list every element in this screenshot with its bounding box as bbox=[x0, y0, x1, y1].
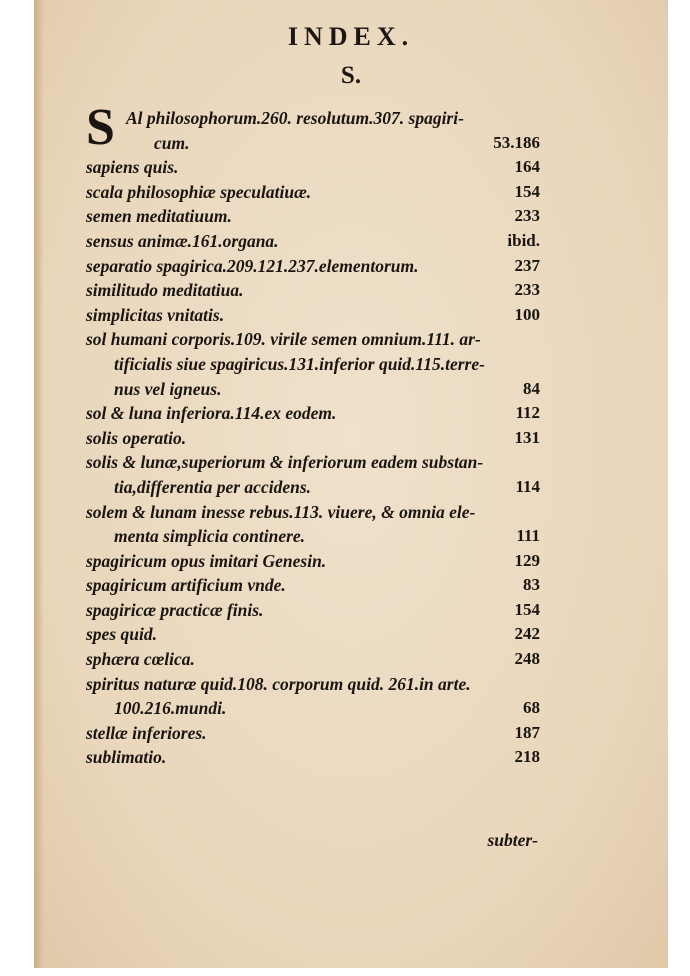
entry-line: tificialis siue spagiricus.131.inferior quid.115.terre- bbox=[114, 353, 485, 374]
page-reference: 83 bbox=[523, 575, 540, 595]
index-entry bbox=[86, 598, 540, 623]
index-entry bbox=[86, 254, 540, 279]
index-entry-first bbox=[86, 99, 540, 156]
entry-line: solis & lunæ,superiorum & inferiorum eadem substan- bbox=[86, 452, 484, 473]
entry-line: simplicitas vnitatis. bbox=[86, 304, 225, 325]
section-letter: S. bbox=[340, 62, 362, 89]
book-page bbox=[34, 0, 668, 968]
entry-line: 100.216.mundi. bbox=[114, 698, 227, 719]
drop-cap: S bbox=[86, 99, 115, 156]
page-reference: 154 bbox=[514, 181, 540, 201]
index-entry bbox=[86, 672, 540, 721]
page-reference: ibid. bbox=[507, 230, 540, 250]
index-entry bbox=[86, 401, 540, 426]
running-head: INDEX. bbox=[287, 22, 415, 51]
index-entry bbox=[86, 327, 540, 401]
entry-line: spes quid. bbox=[86, 624, 157, 645]
index-entry bbox=[86, 229, 540, 254]
page-reference: 68 bbox=[523, 698, 540, 718]
index-entry bbox=[86, 573, 540, 598]
index-entry bbox=[86, 721, 540, 746]
entry-line: solem & lunam inesse rebus.113. viuere, & omnia ele- bbox=[86, 501, 476, 522]
index-entry bbox=[86, 426, 540, 451]
entry-line: semen meditatiuum. bbox=[86, 206, 232, 227]
entry-line: tia,differentia per accidens. bbox=[114, 476, 312, 497]
page-reference: 53.186 bbox=[493, 132, 540, 152]
page-reference: 129 bbox=[514, 550, 540, 570]
index-entry bbox=[86, 549, 540, 574]
page-reference: 114 bbox=[515, 476, 540, 496]
entry-line: spiritus naturæ quid.108. corporum quid. 261.in arte. bbox=[86, 673, 471, 694]
page-reference: 187 bbox=[514, 722, 540, 742]
index-entry bbox=[86, 500, 540, 549]
page-reference: 112 bbox=[515, 403, 540, 423]
entry-line: menta simplicia continere. bbox=[114, 526, 306, 547]
entry-line: spagiricæ practicæ finis. bbox=[86, 599, 264, 620]
entry-line: Al philosophorum.260. resolutum.307. spagiri- bbox=[126, 108, 464, 128]
page-gutter-shadow bbox=[34, 0, 44, 968]
page-reference: 111 bbox=[516, 526, 540, 546]
catchword: subter- bbox=[487, 830, 538, 850]
page-reference: 237 bbox=[514, 255, 540, 275]
page-reference: 248 bbox=[514, 649, 540, 669]
page-reference: 242 bbox=[514, 624, 540, 644]
entry-line: stellæ inferiores. bbox=[86, 722, 207, 743]
index-entry bbox=[86, 155, 540, 180]
page-reference: 100 bbox=[514, 304, 540, 324]
index-entry bbox=[86, 622, 540, 647]
entry-line: spagiricum opus imitari Genesin. bbox=[86, 550, 327, 571]
entry-line: sol humani corporis.109. virile semen omnium.111. ar- bbox=[86, 329, 481, 350]
entry-line: nus vel igneus. bbox=[114, 378, 222, 399]
entry-list bbox=[86, 155, 540, 770]
entry-line: sphæra cœlica. bbox=[86, 649, 195, 670]
index-entry bbox=[86, 278, 540, 303]
entry-line: cum. bbox=[154, 132, 190, 153]
entry-line: similitudo meditatiua. bbox=[86, 280, 244, 301]
page-reference: 218 bbox=[514, 747, 540, 767]
index-entry bbox=[86, 180, 540, 205]
index-entry bbox=[86, 303, 540, 328]
entry-line: scala philosophiæ speculatiuæ. bbox=[86, 181, 312, 202]
page-reference: 84 bbox=[523, 378, 540, 398]
index-entry bbox=[86, 745, 540, 770]
entry-line: sensus animæ.161.organa. bbox=[86, 230, 279, 251]
index-entry bbox=[86, 647, 540, 672]
entry-line: sol & luna inferiora.114.ex eodem. bbox=[86, 403, 337, 424]
entry-line: separatio spagirica.209.121.237.elementorum. bbox=[86, 255, 419, 276]
page-reference: 164 bbox=[514, 157, 540, 177]
page-reference: 131 bbox=[514, 427, 540, 447]
entry-line: spagiricum artificium vnde. bbox=[86, 575, 286, 596]
entry-line: sapiens quis. bbox=[86, 157, 179, 178]
page-reference: 154 bbox=[514, 599, 540, 619]
entry-line: solis operatio. bbox=[86, 427, 187, 448]
index-entries bbox=[86, 99, 540, 770]
page-reference: 233 bbox=[514, 206, 540, 226]
index-entry bbox=[86, 204, 540, 229]
entry-line: sublimatio. bbox=[86, 747, 167, 768]
page-reference: 233 bbox=[514, 280, 540, 300]
index-entry bbox=[86, 450, 540, 499]
